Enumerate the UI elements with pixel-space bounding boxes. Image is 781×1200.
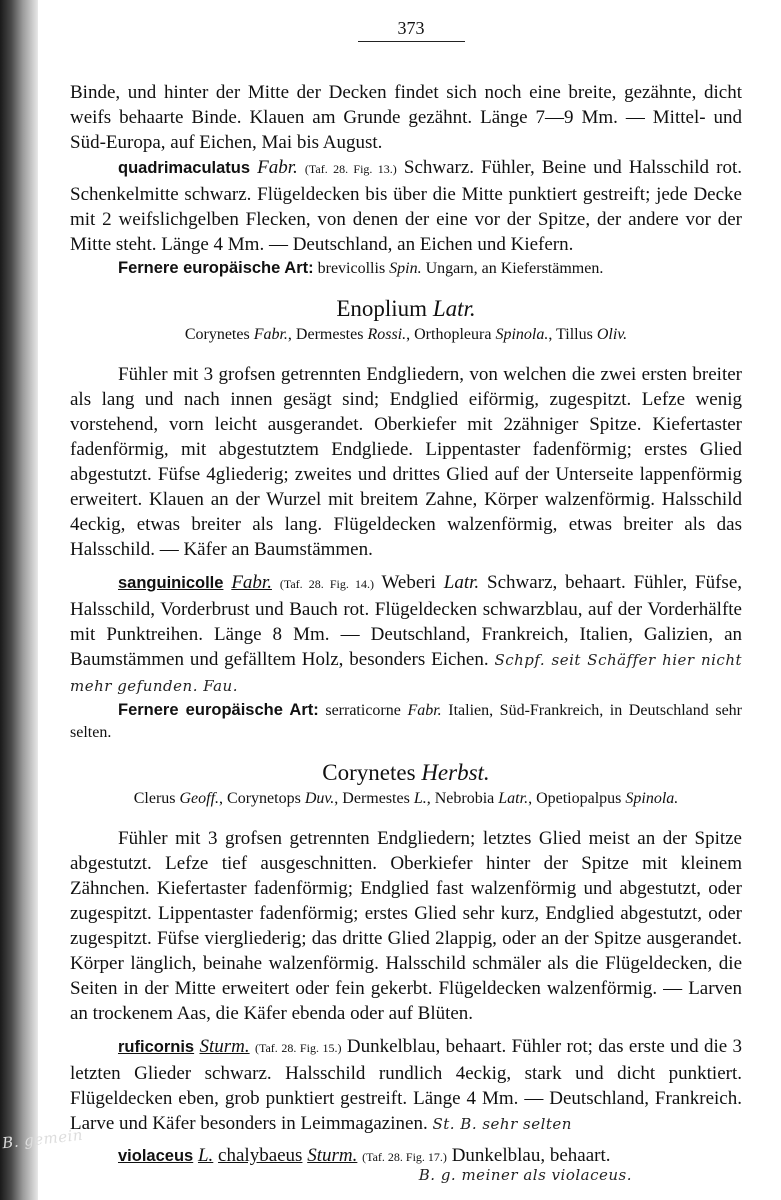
genus-description: Fühler mit 3 grofsen getrennten Endgliedern, von welchen die zwei ersten breiter als lang und nach innen gesägt sind; Endglied eiförmig, zugespitzt. Lefze wenig vorstehend, vorn leicht ausgerandet. Oberkiefer mit 2zähniger Spitze. Kiefertaster fadenförmig, mit abgestutztem Endgliede. Lippentaster fadenförmig; erstes Glied abgestutzt. Füfse 4gliederig; zweites und drittes Glied auf der Unterseite lappenförmig erweitert. Klauen an der Wurzel mit breitem Zahne, Körper walzenförmig. Halsschild 4eckig, etwas breiter als lang. Flügeldecken walzenförmig, etwas breiter als das Halsschild. — Käfer an Baumstämmen. — [70, 364, 742, 560]
further-species-2 — [70, 699, 742, 744]
species-author: Fabr. — [231, 572, 272, 593]
margin-handwritten-note: B. gemein — [1, 1125, 84, 1153]
plate-reference: (Taf. 28. Fig. 17.) — [362, 1150, 447, 1164]
further-species-1 — [70, 257, 742, 280]
genus-synonyms: Clerus Geoff., Corynetops Duv., Dermestes L., Nebrobia Latr., Opetiopalpus Spinola. — [133, 790, 679, 807]
synonym-author: Sturm. — [307, 1145, 358, 1166]
species-author: Sturm. — [199, 1036, 250, 1057]
species-quadrimaculatus — [70, 155, 742, 257]
plate-reference: (Taf. 28. Fig. 13.) — [304, 162, 397, 176]
genus-heading-corynetes: Corynetes Herbst. — [322, 760, 490, 785]
synonym: Weberi — [374, 572, 436, 593]
species-author: Fabr. — [407, 702, 442, 719]
plate-reference: (Taf. 28. Fig. 15.) — [254, 1041, 342, 1055]
species-description: Ungarn, an Kieferstämmen. — [421, 260, 604, 277]
species-name: brevicollis — [317, 260, 386, 277]
species-name: sanguinicolle — [118, 574, 224, 592]
species-description: Italien, Süd-Frankreich, in Deutschland sehr selten. — [70, 702, 743, 741]
plate-reference: (Taf. 28. Fig. 14.) — [279, 577, 374, 591]
species-name: ruficornis — [118, 1038, 195, 1056]
handwritten-note: Schpf. seit Schäffer hier nicht mehr gefunden. Fau. — [70, 651, 743, 695]
species-ruficornis — [70, 1034, 742, 1137]
species-description: Dunkelblau, behaart. Fühler rot; das erste und die 3 letzten Glieder schwarz. Halsschild rundlich 4eckig, stark und dicht punktiert. Flügeldecken eben, grob punktiert gestreift. Länge 4 Mm. — Deutschland, Frankreich. Larve und Käfer besonders in Leimmagazinen. — [70, 1036, 743, 1134]
species-name: serraticorne — [325, 702, 401, 719]
book-gutter-shadow — [0, 0, 38, 1200]
book-page — [70, 18, 742, 1184]
species-author: Spin. — [389, 260, 422, 277]
synonym: chalybaeus — [218, 1145, 303, 1166]
genus-description: Fühler mit 3 grofsen getrennten Endgliedern; letztes Glied meist an der Spitze abgestutzt. Lefze tief ausgeschnitten. Oberkiefer hinter der Spitze mit kleinem Zähnchen. Kiefertaster fadenförmig; Endglied fast walzenförmig und abgestutzt, oder zugespitzt. Lippentaster fadenförmig; erstes Glied sehr kurz, Endglied abgestutzt, oder zugespitzt. Füfse viergliederig; das dritte Glied 2lappig, oder an der Spitze ausgerandet. Körper länglich, beinahe walzenförmig. Halsschild schmäler als die Flügeldecken, die Seiten in der Mitte erweitert oder fein gekerbt. Flügeldecken walzenförmig. — Larven an trockenem Aas, die Käfer ebenda oder auf Blüten. — [70, 828, 742, 1024]
species-name: violaceus — [118, 1147, 194, 1165]
page-number: 373 — [70, 18, 742, 42]
synonym-author: Latr. — [443, 572, 480, 593]
paragraph-continued: Binde, und hinter der Mitte der Decken findet sich noch eine breite, gezähnte, dicht weifs behaarte Binde. Klauen am Grunde gezähnt. Länge 7—9 Mm. — Mittel- und Süd-Europa, auf Eichen, Mai bis August. — [70, 82, 742, 153]
genus-heading-enoplium: Enoplium Latr. — [336, 296, 476, 321]
handwritten-note: B. g. meiner als violaceus. — [418, 1166, 632, 1184]
species-description: Dunkelblau, behaart. — [446, 1145, 611, 1166]
species-sanguinicolle — [70, 570, 742, 699]
further-label: Fernere europäische Art: — [118, 701, 319, 719]
species-author: Fabr. — [257, 157, 298, 178]
further-label: Fernere europäische Art: — [118, 259, 314, 277]
species-description: Schwarz, behaart. Fühler, Füfse, Halsschild, Vorderbrust und Bauch rot. Flügeldecken schwarzblau, auf der Vorderhälfte mit Punktreihen. Länge 8 Mm. — Deutschland, Frankreich, Italien, Galizien, an Baumstämmen und gefälltem Holz, besonders Eichen. — [70, 572, 743, 670]
species-description: Schwarz. Fühler, Beine und Halsschild rot. Schenkelmitte schwarz. Flügeldecken bis über die Mitte punktiert gestreift; jede Decke mit 2 weifslichgelben Flecken, von denen der eine vor der Spitze, der andere vor der Mitte steht. Länge 4 Mm. — Deutschland, an Eichen und Kiefern. — [70, 157, 743, 255]
species-name: quadrimaculatus — [118, 159, 251, 177]
species-author: L. — [197, 1145, 214, 1166]
handwritten-note: St. B. sehr selten — [432, 1115, 572, 1133]
genus-synonyms: Corynetes Fabr., Dermestes Rossi., Orthopleura Spinola., Tillus Oliv. — [184, 326, 628, 343]
